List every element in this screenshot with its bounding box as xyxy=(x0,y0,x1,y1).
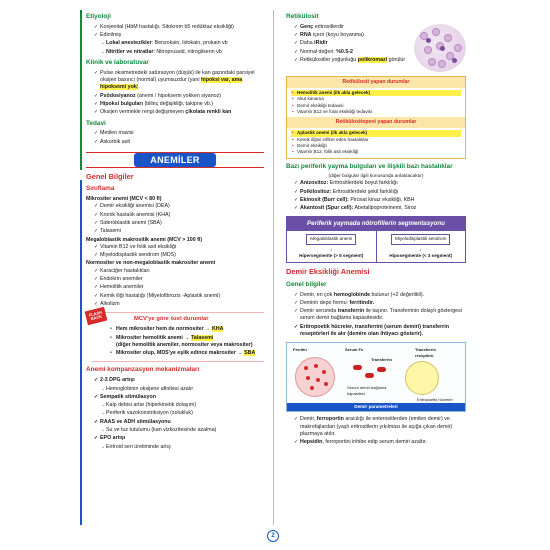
kompanzasyon-sublist-3 xyxy=(100,427,264,434)
megaloblastik-list xyxy=(94,244,264,260)
list-item: • Demir eksikliği xyxy=(291,143,461,149)
siniflama-heading: Sınıflama xyxy=(86,185,115,193)
list-item: ✓ Demir, en çok hemoglobinde bulunur (+2 değerlikli). xyxy=(294,292,466,299)
retikulositoz-box xyxy=(286,76,466,159)
box-title: Retikülositopeni yapan durumlar xyxy=(287,117,465,128)
notrofil-cols xyxy=(287,231,465,262)
column-divider xyxy=(273,10,274,525)
genel-bilgiler-heading: Genel Bilgiler xyxy=(86,172,134,182)
notrofil-col-left: Megaloblastik anemi ↓ Hipersegmente (> 5 segment) xyxy=(299,236,364,259)
transferrin-shape xyxy=(353,365,362,370)
etiyoloji-sublist xyxy=(100,40,264,56)
list-item: ✓ Psödosiyanoz (anemi / hipoksemi yokken siyanoz) xyxy=(94,93,264,100)
sdbk-label: Serum demir bağlama kapasitesi xyxy=(347,385,387,396)
list-item: ✓ Daha iRidir xyxy=(294,40,410,47)
periferik-heading: Bazı periferik yayma bulguları ve ilişkili bazı hastalıklar xyxy=(286,162,453,170)
list-item: ✓ Kemik iliği hastalığı (Miyelofibrozis -Aplastik anemi) xyxy=(94,293,264,300)
mikrositer-list xyxy=(94,203,264,235)
normositer-title: Normositer ve non-megaloblastik makrositer anemi xyxy=(86,260,216,267)
reticulocyte-micrograph xyxy=(414,24,466,72)
list-item: ✓ Hepsidin, ferroportini inhibe edip serum demiri azaltır. xyxy=(294,439,466,446)
list-item: ✓ 2-3 DPG artışı xyxy=(94,377,264,384)
tedavi-heading: Tedavi xyxy=(86,119,106,127)
tfr-label: Transferrin reseptörü xyxy=(415,347,436,358)
list-item: ✓ RAAS ve ADH stimülasyonu xyxy=(94,419,264,426)
list-item: ✓ EPO artışı xyxy=(94,435,264,442)
ferritin-label: Ferritin xyxy=(293,347,307,353)
list-item: ✓ Edinilmiş xyxy=(94,32,264,39)
flashback-tag: FLASH BACK xyxy=(85,307,108,325)
kompanzasyon-sublist-1 xyxy=(100,386,264,393)
list-item: ✓ Demirin depo formu: ferritindir. xyxy=(294,300,466,307)
diagram-caption: Demir parametreleri xyxy=(287,403,465,411)
list-item: ✓ Hemolitik anemiler xyxy=(94,284,264,291)
list-item: • Demir eksikliği tedavisi xyxy=(291,103,461,109)
list-item: ✓ Eritropoetik hücreler, transferrini (serum demiri) transferrin reseptörleri ile alır (demire olan ihtiyacı gösterir). xyxy=(294,324,466,339)
list-item: ✓ Demir eksikliği anemisi (DEA) xyxy=(94,203,264,210)
list-item: ✓ Retikülositler yoğunluğu polikromazi görülür xyxy=(294,57,410,64)
list-item: → Hemoglobinin oksijene afinitesi azalır xyxy=(100,386,264,393)
section-bar-blue xyxy=(80,180,82,525)
notrofil-col-right: Miyelodisplastik sendrom ↓ Hiposegmente (< 3 segment) xyxy=(376,231,466,262)
flashback-title: MCV'ye göre özel durumlar xyxy=(134,316,209,323)
box-list xyxy=(287,128,465,157)
notrofil-box xyxy=(286,216,466,263)
notrofil-title: Periferik yaymada nötrofillerin segmentasyonu xyxy=(287,217,465,231)
dea-subheading: Genel bilgiler xyxy=(286,280,327,288)
transferrin-shape xyxy=(365,373,374,378)
list-item: • Vitamin B12, folik asit eksikliği xyxy=(291,149,461,155)
list-item: ✓ Genç eritrositlerdir xyxy=(294,24,410,31)
list-item: ✓ Oksijen vermekle rengi değişmeyen çikolata renkli kan xyxy=(94,109,264,116)
retikulosit-row xyxy=(286,24,466,72)
section-bar-green xyxy=(80,10,82,170)
kompanzasyon-heading: Anemi kompanzasyon mekanizmaları xyxy=(86,366,200,374)
box-title: Retikülosit yapan durumlar xyxy=(287,77,465,88)
list-item: ✓ Vitamin B12 ve folik asit eksikliği xyxy=(94,244,264,251)
etiyoloji-list xyxy=(94,24,264,40)
list-item: ✓ Askorbik asit xyxy=(94,139,264,146)
list-item: ✓ Karaciğer hastalıkları xyxy=(94,268,264,275)
list-item: ✓ Demir serumda transferrin ile taşınır. Transferrinin dolaylı göstergesi serum demir bağlama kapasitesidir. xyxy=(294,308,466,323)
dea-list-after xyxy=(294,416,466,446)
right-column xyxy=(286,10,466,447)
list-item: ✓ Anizositoz: Eritrositlerdeki boyut farklılığı xyxy=(294,180,466,187)
left-column xyxy=(86,10,264,452)
transferrin-shape xyxy=(377,367,386,372)
iron-parameters-diagram xyxy=(286,342,466,412)
dea-list xyxy=(294,292,466,339)
list-item: • Kemik iliğini infiltre eden hastalıklar xyxy=(291,137,461,143)
list-item: → Su ve tuz tutulumu (kan vizkozitesinde azalma) xyxy=(100,427,264,434)
page-number: 2 xyxy=(267,530,279,542)
retikulosit-list xyxy=(294,24,410,72)
list-item: ✓ Ekinosit (Burr cell): Pirüvat kinaz eksikliği, KBH xyxy=(294,197,466,204)
list-item: ✓ Kronik hastalık anemisi (KHA) xyxy=(94,212,264,219)
periferik-list xyxy=(294,180,466,212)
list-item: • Hem mikrositer hem de normositer → KHA xyxy=(110,326,264,333)
periferik-note: (diğer bulgular ilgili konusunda anlatılacaktır) xyxy=(328,173,424,179)
kompanzasyon-sublist-2 xyxy=(100,402,264,418)
list-item: ✓ Akantosit (Spur cell): Abetalipoproteinemi, Siroz xyxy=(294,205,466,212)
list-item: → Kalp debisi artar (hiperkinetik dolaşım) xyxy=(100,402,264,409)
list-item: • Hemolitik anemi (ilk akla gelecek) xyxy=(291,90,461,96)
klinik-list xyxy=(94,70,264,117)
klinik-heading: Klinik ve laboratuvar xyxy=(86,59,149,67)
list-item: ✓ Miyelodisplastik sendrom (MDS) xyxy=(94,252,264,259)
list-item: ✓ Konjenital (HbM hastalığı, Sitokrom b5 redüktaz eksikliği) xyxy=(94,24,264,31)
eritropoetik-cell xyxy=(405,361,439,395)
dea-heading: Demir Eksikliği Anemisi xyxy=(286,267,370,277)
kompanzasyon-list-4 xyxy=(94,435,264,442)
list-item: • Aplastik anemi (ilk akla gelecek) xyxy=(291,130,461,136)
anemiler-banner: ANEMİLER xyxy=(86,152,264,168)
tedavi-list xyxy=(94,130,264,146)
list-item: → Eritroid seri üretiminde artış xyxy=(100,444,264,451)
mikrositer-title: Mikrositer anemi (MCV < 80 fl) xyxy=(86,196,162,203)
list-item: • Mikrositer olup, MDS'ye eşlik edince makrositer → SBA xyxy=(110,350,264,357)
list-item: ✓ Metilen mavisi xyxy=(94,130,264,137)
list-item: ✓ Alkolizm xyxy=(94,301,264,308)
flashback-box xyxy=(88,309,264,362)
list-item: ✓ Demir, ferroportin aracılığı ile enterositlerden (emilen demir) ve makrofajlardan (yaşlı eritrositlerin yıkılması ile açığa çıkan demir) plazmaya atılır. xyxy=(294,416,466,438)
list-item: ✓ Pulse oksimetredeki satürasyon (düşük) ile kan gazındaki parsiyel oksijen basıncı (normal) uyumsuzdur (yani hipoksi var, ama hipoksemi yok) xyxy=(94,70,264,92)
kompanzasyon-list-2 xyxy=(94,394,264,401)
kompanzasyon-list xyxy=(94,377,264,384)
list-item: ✓ Talasemi xyxy=(94,228,264,235)
flashback-list xyxy=(110,326,264,357)
list-item: → Periferik vazokonstriksiyon (solukluk) xyxy=(100,410,264,417)
list-item: ✓ Sempatik stimülasyon xyxy=(94,394,264,401)
list-item: • Vitamin B12 ve folat eksikliği tedavisi xyxy=(291,109,461,115)
serum-fe-label: Serum Fe xyxy=(345,347,364,353)
ferritin-cell xyxy=(295,357,335,397)
etiyoloji-heading: Etiyoloji xyxy=(86,13,111,20)
megaloblastik-title: Megaloblastik makrositik anemi (MCV > 100 fl) xyxy=(86,236,203,243)
kompanzasyon-list-3 xyxy=(94,419,264,426)
list-item: → Nitritler ve nitratlar: Nitroprussid, nitrogliserin vb xyxy=(100,49,264,56)
normositer-list xyxy=(94,268,264,308)
kompanzasyon-sublist-4 xyxy=(100,444,264,451)
list-item: • Mikrositer hemolitik anemi → Talasemi (diğer hemolitik anemiler, normositer veya makrositer) xyxy=(110,335,264,350)
list-item: ✓ Endokrin anemiler xyxy=(94,276,264,283)
list-item: ✓ Poikilositoz: Eritrositlerdeki şekil farklılığı xyxy=(294,189,466,196)
list-item: • Akut kanama xyxy=(291,96,461,102)
list-item: ✓ RNA içerir (koyu boyanma) xyxy=(294,32,410,39)
list-item: → Lokal anestezikler: Benzokain, lidokain, prokain vb xyxy=(100,40,264,47)
list-item: ✓ Normal değeri: %0.5-2 xyxy=(294,49,410,56)
eritro-label: Eritropoetik hücreler xyxy=(417,397,453,403)
transferrin-label: Transferrin xyxy=(371,357,392,363)
list-item: ✓ Sideroblastik anemi (SBA) xyxy=(94,220,264,227)
retikulosit-heading: Retikülosit xyxy=(286,13,319,20)
list-item: ✓ Hipoksi bulguları (bilinç değişikliği, takipne vb.) xyxy=(94,101,264,108)
box-list xyxy=(287,88,465,117)
